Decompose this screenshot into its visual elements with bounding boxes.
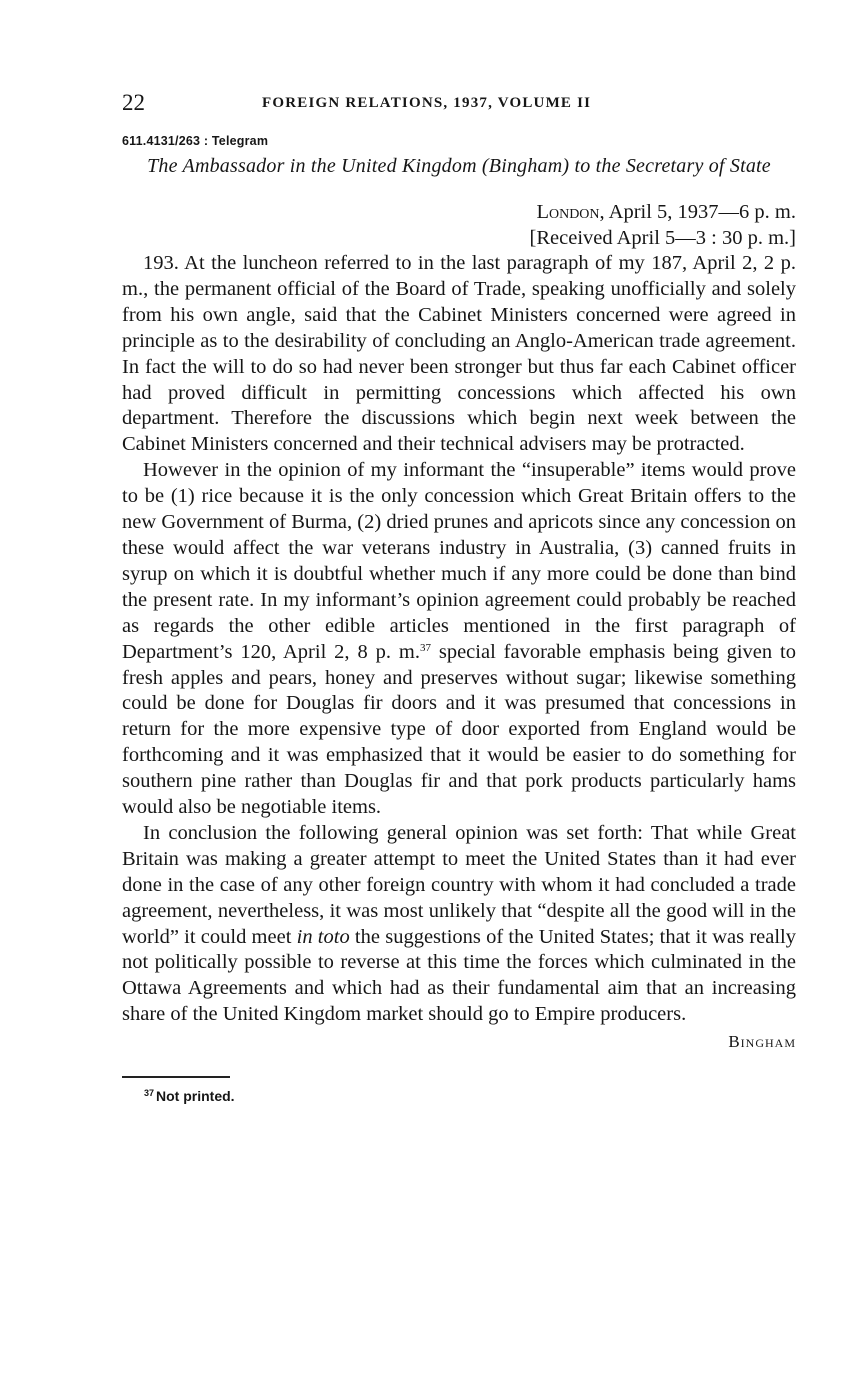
running-title: FOREIGN RELATIONS, 1937, VOLUME II [262,95,592,111]
dateline-time: April 5, 1937—6 p. m. [604,201,796,223]
document-file-number: 611.4131/263 : Telegram [122,134,269,148]
dateline-place: London, [536,201,605,223]
dateline-sent [122,199,796,225]
paragraph-3 [122,821,796,1028]
paragraph-2-text-b: special favorable emphasis being given to fresh apples and pears, honey and preserves without sugar; likewise something could be done for Douglas fir doors and it was presumed that concessions in return for the more expensive type of door exported from England would be forthcoming and it was emphasized that it would be easier to do something for southern pine rather than Douglas fir and that pork products particularly hams would also be negotiable items. [122,640,797,819]
running-head [122,88,796,122]
paragraph-3-italic-phrase: in toto [296,925,350,948]
telegram-body [122,251,796,1028]
footnote-text: Not printed. [156,1088,235,1105]
footnote-mark: 37 [144,1088,155,1099]
page-number: 22 [122,90,145,115]
footnote-reference: 37 [419,641,431,654]
paragraph-3-text-a: In conclusion the following general opinion was set forth: That while Great Britain was making a greater attempt to meet the United States than it had ever done in the case of any other foreign country with whom it had concluded a trade agreement, nevertheless, it was most unlikely that “despite all the good will in the world” it could meet [122,821,796,948]
signature: Bingham [728,1032,796,1052]
dateline-received: [Received April 5—3 : 30 p. m.] [529,227,796,249]
dateline [122,199,796,251]
paragraph-2 [122,458,796,821]
footnote-divider [122,1076,230,1078]
paragraph-2-text-a: However in the opinion of my informant the “insuperable” items would prove to be (1) rice because it is the only concession which Great Britain offers to the new Government of Burma, (2) dried prunes and apricots since any concession on these would affect the war veterans industry in Australia, (3) canned fruits in syrup on which it is doubtful whether much if any more could be done than bind the present rate. In my informant’s opinion agreement could probably be reached as regards the other edible articles mentioned in the first paragraph of Department’s 120, April 2, 8 p. m. [122,459,796,663]
document-page [122,88,796,1104]
paragraph-1: 193. At the luncheon referred to in the last paragraph of my 187, April 2, 2 p. m., the permanent official of the Board of Trade, speaking unofficially and solely from his own angle, said that the Cabinet Ministers concerned were agreed in principle as to the desirability of concluding an Anglo-American trade agreement. In fact the will to do so had never been stronger but thus far each Cabinet officer had proved difficult in permitting concessions which affected his own department. Therefore the discussions which begin next week between the Cabinet Ministers concerned and their technical advisers may be protracted. [122,252,796,456]
footnote [144,1088,796,1104]
document-heading: The Ambassador in the United Kingdom (Bingham) to the Secretary of State [147,155,771,177]
paragraph-3-text-b: the suggestions of the United States; that it was really not politically possible to reverse at this time the forces which culminated in the Ottawa Agreements and which had as their fundamental aim that an increasing share of the United Kingdom market should go to Empire producers. [122,925,796,1026]
